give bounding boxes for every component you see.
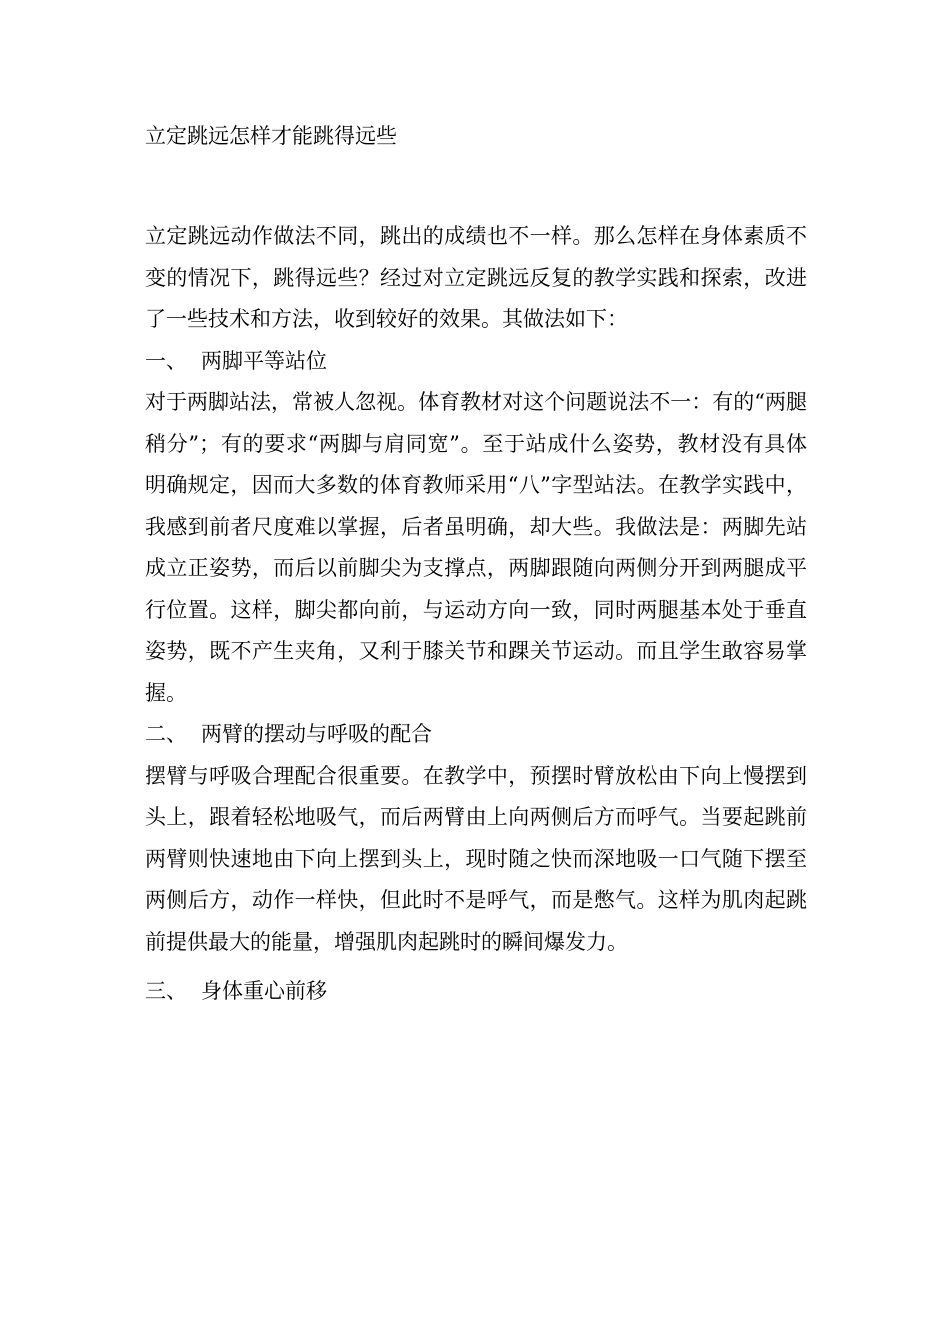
section-heading-1: [145, 341, 807, 383]
section-number: 一、: [145, 348, 187, 373]
section-number: 二、: [145, 722, 187, 746]
document-body: [145, 216, 807, 1013]
intro-paragraph: 立定跳远动作做法不同，跳出的成绩也不一样。那么怎样在身体素质不变的情况下，跳得远些？经过对立定跳远反复的教学实践和探索，改进了一些技术和方法，收到较好的效果。其做法如下：: [145, 224, 807, 331]
section-number: 三、: [145, 979, 187, 1003]
section-heading-3: [145, 971, 807, 1013]
section-heading-text: 两臂的摆动与呼吸的配合: [201, 722, 432, 746]
section-body-1: 对于两脚站法，常被人忽视。体育教材对这个问题说法不一：有的“两腿稍分”；有的要求“两脚与肩同宽”。至于站成什么姿势，教材没有具体明确规定，因而大多数的体育教师采用“八”字型站法。在教学实践中，我感到前者尺度难以掌握，后者虽明确，却大些。我做法是：两脚先站成立正姿势，而后以前脚尖为支撑点，两脚跟随向两侧分开到两腿成平行位置。这样，脚尖都向前，与运动方向一致，同时两腿基本处于垂直姿势，既不产生夹角，又利于膝关节和踝关节运动。而且学生敢容易掌握。: [145, 390, 807, 705]
section-heading-text: 两脚平等站位: [201, 348, 327, 373]
section-heading-2: [145, 714, 807, 756]
section-heading-text: 身体重心前移: [201, 979, 327, 1003]
section-body-2: 摆臂与呼吸合理配合很重要。在教学中，预摆时臂放松由下向上慢摆到头上，跟着轻松地吸气，而后两臂由上向两侧后方而呼气。当要起跳前两臂则快速地由下向上摆到头上，现时随之快而深地吸一口气随下摆至两侧后方，动作一样快，但此时不是呼气，而是憋气。这样为肌肉起跳前提供最大的能量，增强肌肉起跳时的瞬间爆发力。: [145, 763, 807, 954]
document-title: 立定跳远怎样才能跳得远些: [145, 124, 397, 148]
